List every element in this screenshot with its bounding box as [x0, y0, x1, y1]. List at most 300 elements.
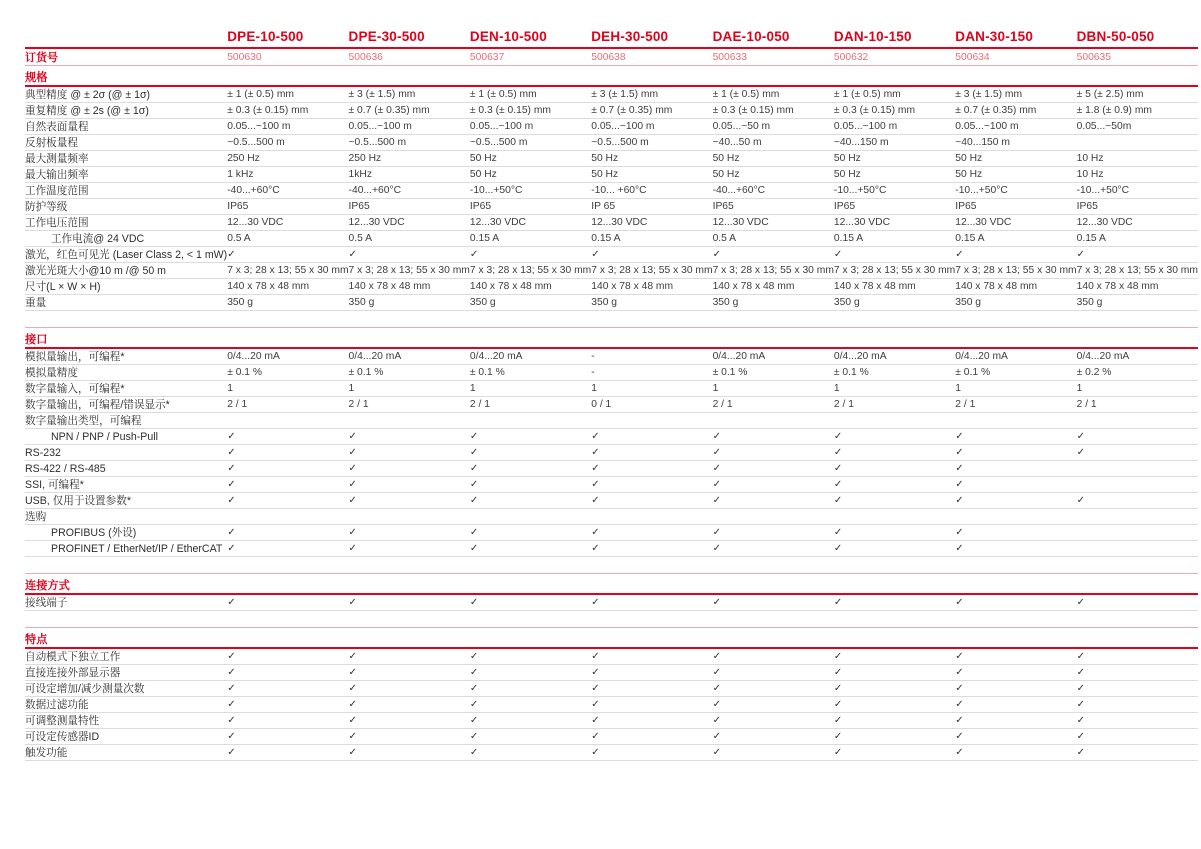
spec-value-cell: 2 / 1 [349, 397, 470, 413]
spec-value-cell: -10...+50°C [470, 183, 591, 199]
spec-row-label: 自动模式下独立工作 [25, 648, 227, 665]
table-row [25, 445, 1198, 461]
spec-value-cell: 50 Hz [591, 167, 712, 183]
spec-value-cell: 250 Hz [349, 151, 470, 167]
table-row [25, 541, 1198, 557]
check-icon: ✓ [470, 729, 591, 745]
section-header-row [25, 628, 1198, 649]
check-icon: ✓ [591, 648, 712, 665]
table-row [25, 199, 1198, 215]
check-icon: ✓ [955, 445, 1076, 461]
spec-row-label: 最大输出频率 [25, 167, 227, 183]
spec-value-cell: ± 0.3 (± 0.15) mm [713, 103, 834, 119]
spec-row-label: 典型精度 @ ± 2σ (@ ± 1σ) [25, 86, 227, 103]
spec-value-cell: 7 x 3; 28 x 13; 55 x 30 mm [955, 263, 1076, 279]
spec-value-cell: 50 Hz [470, 151, 591, 167]
check-icon: ✓ [227, 665, 348, 681]
spec-value-cell [227, 413, 348, 429]
spec-value-cell: 0.05...~100 m [349, 119, 470, 135]
check-icon: ✓ [591, 477, 712, 493]
spec-value-cell: 0/4...20 mA [349, 348, 470, 365]
spec-value-cell: 140 x 78 x 48 mm [1077, 279, 1198, 295]
check-icon: ✓ [834, 493, 955, 509]
order-number: 500633 [713, 48, 834, 66]
check-icon: ✓ [349, 594, 470, 611]
spec-value-cell: 7 x 3; 28 x 13; 55 x 30 mm [349, 263, 470, 279]
check-icon: ✓ [227, 493, 348, 509]
check-icon: ✓ [834, 697, 955, 713]
check-icon: ✓ [227, 713, 348, 729]
spec-value-cell: -10...+50°C [1077, 183, 1198, 199]
check-icon: ✓ [349, 247, 470, 263]
check-icon: ✓ [713, 429, 834, 445]
spec-value-cell: 12...30 VDC [470, 215, 591, 231]
check-icon: ✓ [227, 594, 348, 611]
check-icon: ✓ [1077, 445, 1198, 461]
check-icon: ✓ [470, 713, 591, 729]
spacer-cell [25, 557, 1198, 574]
spec-value-cell: ± 3 (± 1.5) mm [591, 86, 712, 103]
spec-value-cell [1077, 541, 1198, 557]
spec-row-label: 自然表面量程 [25, 119, 227, 135]
check-icon: ✓ [591, 681, 712, 697]
spec-value-cell: 50 Hz [470, 167, 591, 183]
check-icon: ✓ [349, 713, 470, 729]
section-title-specs: 规格 [25, 66, 1198, 87]
check-icon: ✓ [834, 665, 955, 681]
check-icon: ✓ [834, 445, 955, 461]
table-row [25, 493, 1198, 509]
spec-value-cell: 12...30 VDC [1077, 215, 1198, 231]
table-row [25, 348, 1198, 365]
check-icon: ✓ [1077, 648, 1198, 665]
check-icon: ✓ [713, 525, 834, 541]
spec-value-cell: 140 x 78 x 48 mm [349, 279, 470, 295]
table-row [25, 397, 1198, 413]
check-icon: ✓ [227, 461, 348, 477]
spec-value-cell [713, 413, 834, 429]
check-icon: ✓ [834, 681, 955, 697]
table-row [25, 119, 1198, 135]
spec-value-cell: 2 / 1 [713, 397, 834, 413]
spec-row-label: SSI, 可编程* [25, 477, 227, 493]
spec-value-cell: 12...30 VDC [349, 215, 470, 231]
check-icon: ✓ [713, 477, 834, 493]
check-icon: ✓ [227, 697, 348, 713]
table-row [25, 167, 1198, 183]
spec-value-cell: ~40...150 m [834, 135, 955, 151]
check-icon: ✓ [834, 461, 955, 477]
section-spacer [25, 311, 1198, 328]
spec-row-label: RS-232 [25, 445, 227, 461]
check-icon: ✓ [955, 594, 1076, 611]
spec-value-cell: ~0.5...500 m [349, 135, 470, 151]
check-icon: ✓ [955, 648, 1076, 665]
spec-value-cell: ~40...50 m [713, 135, 834, 151]
table-row [25, 525, 1198, 541]
spec-value-cell: 7 x 3; 28 x 13; 55 x 30 mm [713, 263, 834, 279]
spec-value-cell: ± 1.8 (± 0.9) mm [1077, 103, 1198, 119]
spec-value-cell: 7 x 3; 28 x 13; 55 x 30 mm [591, 263, 712, 279]
check-icon: ✓ [955, 429, 1076, 445]
spec-value-cell [591, 509, 712, 525]
table-row [25, 381, 1198, 397]
table-row [25, 279, 1198, 295]
spec-value-cell: 0/4...20 mA [834, 348, 955, 365]
table-row [25, 135, 1198, 151]
check-icon: ✓ [834, 713, 955, 729]
spec-value-cell: 350 g [470, 295, 591, 311]
spec-value-cell [1077, 135, 1198, 151]
spec-value-cell: 50 Hz [713, 151, 834, 167]
spec-value-cell: ± 0.1 % [227, 365, 348, 381]
check-icon: ✓ [955, 745, 1076, 761]
check-icon: ✓ [713, 713, 834, 729]
spec-value-cell: 1 [470, 381, 591, 397]
table-row [25, 183, 1198, 199]
spec-value-cell: ± 5 (± 2.5) mm [1077, 86, 1198, 103]
spec-value-cell: 2 / 1 [1077, 397, 1198, 413]
spec-row-label: RS-422 / RS-485 [25, 461, 227, 477]
spec-value-cell: ± 0.1 % [349, 365, 470, 381]
spec-value-cell [955, 413, 1076, 429]
spec-value-cell: -40...+60°C [227, 183, 348, 199]
spec-value-cell: 1 [834, 381, 955, 397]
check-icon: ✓ [1077, 697, 1198, 713]
table-row [25, 729, 1198, 745]
spec-value-cell [1077, 509, 1198, 525]
spec-row-label: 数字量输出类型，可编程 [25, 413, 227, 429]
check-icon: ✓ [349, 461, 470, 477]
spec-row-label: 选购 [25, 509, 227, 525]
table-header-row [25, 24, 1198, 48]
spec-value-cell: ± 0.7 (± 0.35) mm [591, 103, 712, 119]
spec-row-label: PROFIBUS (外设) [25, 525, 227, 541]
spec-value-cell: 1 kHz [227, 167, 348, 183]
spec-value-cell: ± 0.3 (± 0.15) mm [470, 103, 591, 119]
check-icon: ✓ [470, 665, 591, 681]
spec-value-cell: -10...+50°C [955, 183, 1076, 199]
spec-value-cell: -10...+50°C [834, 183, 955, 199]
check-icon: ✓ [470, 745, 591, 761]
spec-value-cell: ± 0.3 (± 0.15) mm [227, 103, 348, 119]
spec-value-cell: 0.05...~50 m [713, 119, 834, 135]
spec-value-cell: 350 g [713, 295, 834, 311]
spec-value-cell: ~0.5...500 m [227, 135, 348, 151]
spec-value-cell: 12...30 VDC [713, 215, 834, 231]
product-column-header: DEH-30-500 [591, 24, 712, 48]
spec-value-cell: ± 3 (± 1.5) mm [955, 86, 1076, 103]
section-spacer [25, 611, 1198, 628]
check-icon: ✓ [349, 729, 470, 745]
check-icon: ✓ [713, 461, 834, 477]
product-column-header: DAE-10-050 [713, 24, 834, 48]
spec-value-cell: IP 65 [591, 199, 712, 215]
spec-value-cell [834, 509, 955, 525]
spec-row-label: 重量 [25, 295, 227, 311]
spec-value-cell: IP65 [713, 199, 834, 215]
table-row [25, 477, 1198, 493]
check-icon: ✓ [227, 648, 348, 665]
spec-row-label: 接线端子 [25, 594, 227, 611]
spec-value-cell: 50 Hz [713, 167, 834, 183]
check-icon: ✓ [349, 745, 470, 761]
check-icon: ✓ [470, 541, 591, 557]
check-icon: ✓ [834, 648, 955, 665]
check-icon: ✓ [713, 665, 834, 681]
spec-value-cell: 12...30 VDC [591, 215, 712, 231]
order-row-label: 订货号 [25, 48, 227, 66]
check-icon: ✓ [1077, 745, 1198, 761]
spec-value-cell: 0.15 A [955, 231, 1076, 247]
check-icon: ✓ [1077, 713, 1198, 729]
product-column-header: DAN-30-150 [955, 24, 1076, 48]
spec-value-cell: ± 0.1 % [470, 365, 591, 381]
spec-value-cell: - [591, 365, 712, 381]
check-icon: ✓ [591, 665, 712, 681]
check-icon: ✓ [470, 648, 591, 665]
check-icon: ✓ [591, 493, 712, 509]
table-row [25, 713, 1198, 729]
spec-value-cell: 0.15 A [470, 231, 591, 247]
spec-value-cell: 1 [1077, 381, 1198, 397]
spec-value-cell: ± 0.7 (± 0.35) mm [349, 103, 470, 119]
spec-value-cell [1077, 477, 1198, 493]
check-icon: ✓ [834, 729, 955, 745]
spec-value-cell: 50 Hz [955, 167, 1076, 183]
spec-value-cell: 0.05...~100 m [955, 119, 1076, 135]
check-icon: ✓ [713, 541, 834, 557]
check-icon: ✓ [349, 681, 470, 697]
table-row [25, 413, 1198, 429]
check-icon: ✓ [227, 745, 348, 761]
spec-value-cell: 0.05...~100 m [591, 119, 712, 135]
spec-value-cell: ~0.5...500 m [591, 135, 712, 151]
spec-value-cell: 0/4...20 mA [955, 348, 1076, 365]
check-icon: ✓ [955, 713, 1076, 729]
check-icon: ✓ [591, 594, 712, 611]
spec-value-cell: 140 x 78 x 48 mm [227, 279, 348, 295]
check-icon: ✓ [470, 681, 591, 697]
table-row [25, 665, 1198, 681]
check-icon: ✓ [955, 477, 1076, 493]
check-icon: ✓ [591, 713, 712, 729]
check-icon: ✓ [834, 477, 955, 493]
table-row [25, 594, 1198, 611]
check-icon: ✓ [349, 648, 470, 665]
check-icon: ✓ [713, 648, 834, 665]
section-header-row [25, 328, 1198, 349]
spec-value-cell: ± 3 (± 1.5) mm [349, 86, 470, 103]
spec-value-cell: 50 Hz [834, 151, 955, 167]
spec-value-cell: 1 [591, 381, 712, 397]
check-icon: ✓ [591, 247, 712, 263]
spec-value-cell: 0.05...~100 m [227, 119, 348, 135]
check-icon: ✓ [1077, 429, 1198, 445]
check-icon: ✓ [1077, 493, 1198, 509]
check-icon: ✓ [591, 445, 712, 461]
section-header-row [25, 574, 1198, 595]
spec-value-cell: IP65 [349, 199, 470, 215]
spec-row-label: 防护等级 [25, 199, 227, 215]
spec-value-cell: 12...30 VDC [227, 215, 348, 231]
check-icon: ✓ [713, 594, 834, 611]
spec-value-cell: 0 / 1 [591, 397, 712, 413]
spec-value-cell [1077, 413, 1198, 429]
spec-value-cell: 0.15 A [591, 231, 712, 247]
spec-row-label: 模拟量精度 [25, 365, 227, 381]
spec-value-cell: 0.5 A [713, 231, 834, 247]
spec-value-cell: 0.15 A [1077, 231, 1198, 247]
order-number: 500637 [470, 48, 591, 66]
spec-value-cell: ~40...150 m [955, 135, 1076, 151]
spec-value-cell: ± 1 (± 0.5) mm [227, 86, 348, 103]
check-icon: ✓ [955, 247, 1076, 263]
spec-value-cell: -10... +60°C [591, 183, 712, 199]
check-icon: ✓ [591, 697, 712, 713]
check-icon: ✓ [591, 729, 712, 745]
spec-value-cell [834, 413, 955, 429]
spec-value-cell: 350 g [834, 295, 955, 311]
spec-value-cell: 7 x 3; 28 x 13; 55 x 30 mm [834, 263, 955, 279]
check-icon: ✓ [834, 594, 955, 611]
spec-value-cell: 2 / 1 [227, 397, 348, 413]
check-icon: ✓ [955, 541, 1076, 557]
order-number: 500638 [591, 48, 712, 66]
table-row [25, 429, 1198, 445]
spec-value-cell: ± 0.1 % [955, 365, 1076, 381]
spec-value-cell: 7 x 3; 28 x 13; 55 x 30 mm [227, 263, 348, 279]
order-number: 500635 [1077, 48, 1198, 66]
product-column-header: DAN-10-150 [834, 24, 955, 48]
check-icon: ✓ [713, 745, 834, 761]
check-icon: ✓ [591, 525, 712, 541]
check-icon: ✓ [591, 429, 712, 445]
spec-value-cell: ± 0.7 (± 0.35) mm [955, 103, 1076, 119]
table-row [25, 648, 1198, 665]
spec-value-cell: 350 g [227, 295, 348, 311]
table-row [25, 697, 1198, 713]
spec-value-cell [1077, 525, 1198, 541]
spec-value-cell [470, 509, 591, 525]
check-icon: ✓ [470, 697, 591, 713]
spec-value-cell: 2 / 1 [955, 397, 1076, 413]
spec-value-cell: -40...+60°C [713, 183, 834, 199]
spec-value-cell [591, 413, 712, 429]
spec-value-cell: 0/4...20 mA [1077, 348, 1198, 365]
table-row [25, 365, 1198, 381]
check-icon: ✓ [1077, 665, 1198, 681]
check-icon: ✓ [227, 247, 348, 263]
spec-value-cell: ± 0.3 (± 0.15) mm [834, 103, 955, 119]
check-icon: ✓ [470, 445, 591, 461]
spec-value-cell: 250 Hz [227, 151, 348, 167]
check-icon: ✓ [713, 445, 834, 461]
check-icon: ✓ [713, 681, 834, 697]
check-icon: ✓ [713, 729, 834, 745]
table-row [25, 103, 1198, 119]
spec-row-label: NPN / PNP / Push-Pull [25, 429, 227, 445]
spec-value-cell: ± 1 (± 0.5) mm [713, 86, 834, 103]
spec-row-label: 工作温度范围 [25, 183, 227, 199]
spec-row-label: 重复精度 @ ± 2s (@ ± 1σ) [25, 103, 227, 119]
spec-row-label: 激光光斑大小@10 m /@ 50 m [25, 263, 227, 279]
check-icon: ✓ [713, 697, 834, 713]
spec-value-cell: 12...30 VDC [834, 215, 955, 231]
spec-value-cell: ± 1 (± 0.5) mm [470, 86, 591, 103]
product-column-header: DEN-10-500 [470, 24, 591, 48]
spec-row-label: 模拟量输出，可编程* [25, 348, 227, 365]
spec-value-cell: 140 x 78 x 48 mm [591, 279, 712, 295]
spec-row-label: 触发功能 [25, 745, 227, 761]
order-number: 500630 [227, 48, 348, 66]
spec-row-label: 可调整测量特性 [25, 713, 227, 729]
check-icon: ✓ [834, 745, 955, 761]
spec-value-cell: 10 Hz [1077, 167, 1198, 183]
spec-value-cell: 0/4...20 mA [227, 348, 348, 365]
section-title-interface: 接口 [25, 328, 1198, 349]
spec-value-cell: 0.15 A [834, 231, 955, 247]
table-row [25, 461, 1198, 477]
check-icon: ✓ [227, 525, 348, 541]
table-row [25, 681, 1198, 697]
spec-value-cell: 1 [955, 381, 1076, 397]
spec-value-cell: 0/4...20 mA [470, 348, 591, 365]
check-icon: ✓ [955, 461, 1076, 477]
spec-value-cell: 0.5 A [349, 231, 470, 247]
spec-value-cell: 1 [349, 381, 470, 397]
check-icon: ✓ [470, 594, 591, 611]
spec-value-cell: ± 0.2 % [1077, 365, 1198, 381]
spec-value-cell: 7 x 3; 28 x 13; 55 x 30 mm [470, 263, 591, 279]
spec-value-cell [349, 509, 470, 525]
spec-row-label: 数字量输出，可编程/错误显示* [25, 397, 227, 413]
check-icon: ✓ [227, 477, 348, 493]
order-number: 500634 [955, 48, 1076, 66]
spec-row-label: 数据过滤功能 [25, 697, 227, 713]
check-icon: ✓ [227, 541, 348, 557]
spec-row-label: 直接连接外部显示器 [25, 665, 227, 681]
spec-row-label: 最大测量频率 [25, 151, 227, 167]
spec-row-label: 反射板量程 [25, 135, 227, 151]
spec-value-cell: 1kHz [349, 167, 470, 183]
table-row [25, 295, 1198, 311]
spec-value-cell: 12...30 VDC [955, 215, 1076, 231]
check-icon: ✓ [1077, 729, 1198, 745]
spec-value-cell: - [591, 348, 712, 365]
spec-value-cell: 350 g [591, 295, 712, 311]
spec-value-cell [349, 413, 470, 429]
check-icon: ✓ [955, 665, 1076, 681]
check-icon: ✓ [349, 429, 470, 445]
spec-value-cell [713, 509, 834, 525]
product-column-header: DPE-10-500 [227, 24, 348, 48]
corner-cell [25, 24, 227, 48]
check-icon: ✓ [955, 681, 1076, 697]
spec-value-cell [470, 413, 591, 429]
spec-value-cell: 350 g [955, 295, 1076, 311]
table-row [25, 745, 1198, 761]
check-icon: ✓ [470, 461, 591, 477]
check-icon: ✓ [591, 541, 712, 557]
check-icon: ✓ [227, 429, 348, 445]
table-row [25, 231, 1198, 247]
check-icon: ✓ [955, 493, 1076, 509]
spec-value-cell: ± 0.1 % [713, 365, 834, 381]
check-icon: ✓ [227, 445, 348, 461]
check-icon: ✓ [1077, 681, 1198, 697]
section-title-features: 特点 [25, 628, 1198, 649]
